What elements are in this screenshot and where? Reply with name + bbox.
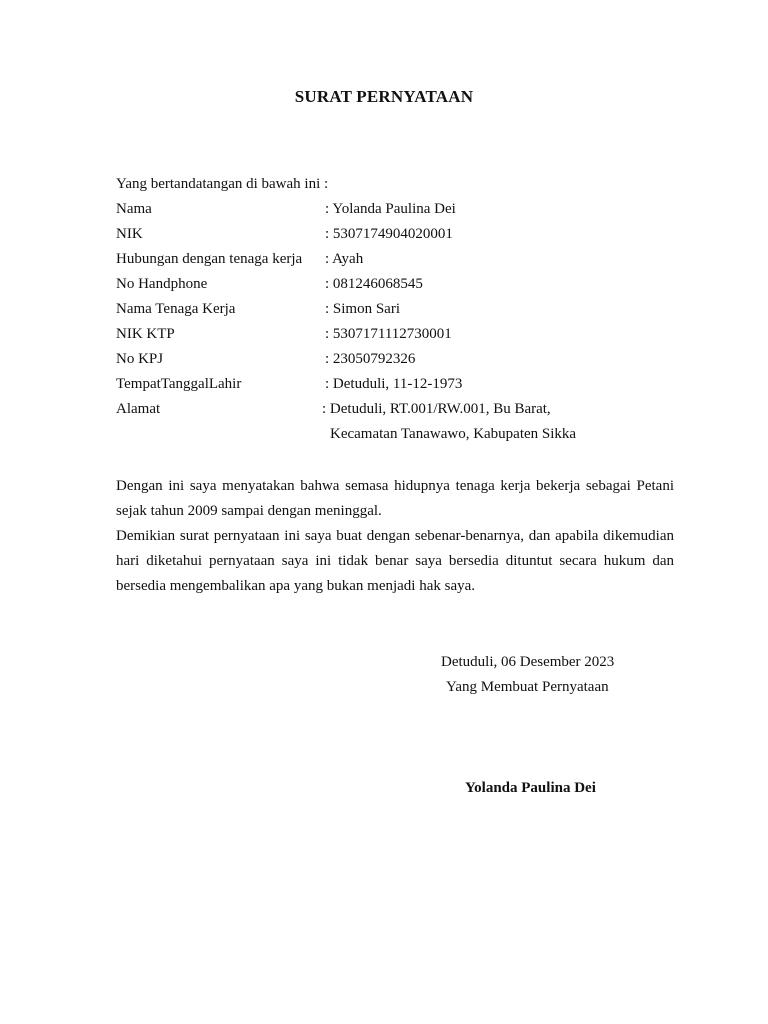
field-label: Nama Tenaga Kerja <box>116 301 236 317</box>
field-value: : Yolanda Paulina Dei <box>325 201 456 217</box>
field-row-alamat-continuation <box>116 424 676 449</box>
signatory-name: Yolanda Paulina Dei <box>465 780 596 796</box>
field-label: No Handphone <box>116 276 208 292</box>
field-row-nik <box>116 224 676 249</box>
field-value: : 23050792326 <box>325 351 416 367</box>
field-label: No KPJ <box>116 351 164 367</box>
field-value: : Detuduli, RT.001/RW.001, Bu Barat, <box>322 401 551 417</box>
signature-place-date: Detuduli, 06 Desember 2023 <box>441 654 615 670</box>
field-label: Hubungan dengan tenaga kerja <box>116 251 303 267</box>
signature-role: Yang Membuat Pernyataan <box>446 679 609 695</box>
field-value: : Detuduli, 11-12-1973 <box>325 376 463 392</box>
document-title: SURAT PERNYATAAN <box>294 87 474 106</box>
statement-paragraph: Dengan ini saya menyatakan bahwa semasa hidupnya tenaga kerja bekerja sebagai Petani sejak tahun 2009 sampai dengan meninggal. <box>116 478 674 519</box>
closing-paragraph: Demikian surat pernyataan ini saya buat dengan sebenar-benarnya, dan apabila dikemudian hari diketahui pernyataan saya ini tidak benar saya bersedia dituntut secara hukum dan bersedia mengembalikan apa yang bukan menjadi hak saya. <box>116 528 674 594</box>
field-label: Alamat <box>116 401 161 417</box>
field-value: : 081246068545 <box>325 276 423 292</box>
field-value-continuation: Kecamatan Tanawawo, Kabupaten Sikka <box>330 426 577 442</box>
field-label: TempatTanggalLahir <box>116 376 242 392</box>
identity-fields <box>116 199 676 449</box>
field-row-alamat <box>116 399 676 424</box>
field-row-nama-tenaga-kerja <box>116 299 676 324</box>
field-row-nama <box>116 199 676 224</box>
field-value: : Simon Sari <box>325 301 401 317</box>
field-label: NIK KTP <box>116 326 175 342</box>
field-label: NIK <box>116 226 143 242</box>
field-row-no-kpj <box>116 349 676 374</box>
field-row-hubungan <box>116 249 676 274</box>
field-label: Nama <box>116 201 152 217</box>
intro-text: Yang bertandatangan di bawah ini : <box>116 176 329 192</box>
field-value: : 5307174904020001 <box>325 226 453 242</box>
field-row-nik-ktp <box>116 324 676 349</box>
field-row-handphone <box>116 274 676 299</box>
field-value: : 5307171112730001 <box>325 326 452 342</box>
field-row-ttl <box>116 374 676 399</box>
field-value: : Ayah <box>325 251 364 267</box>
